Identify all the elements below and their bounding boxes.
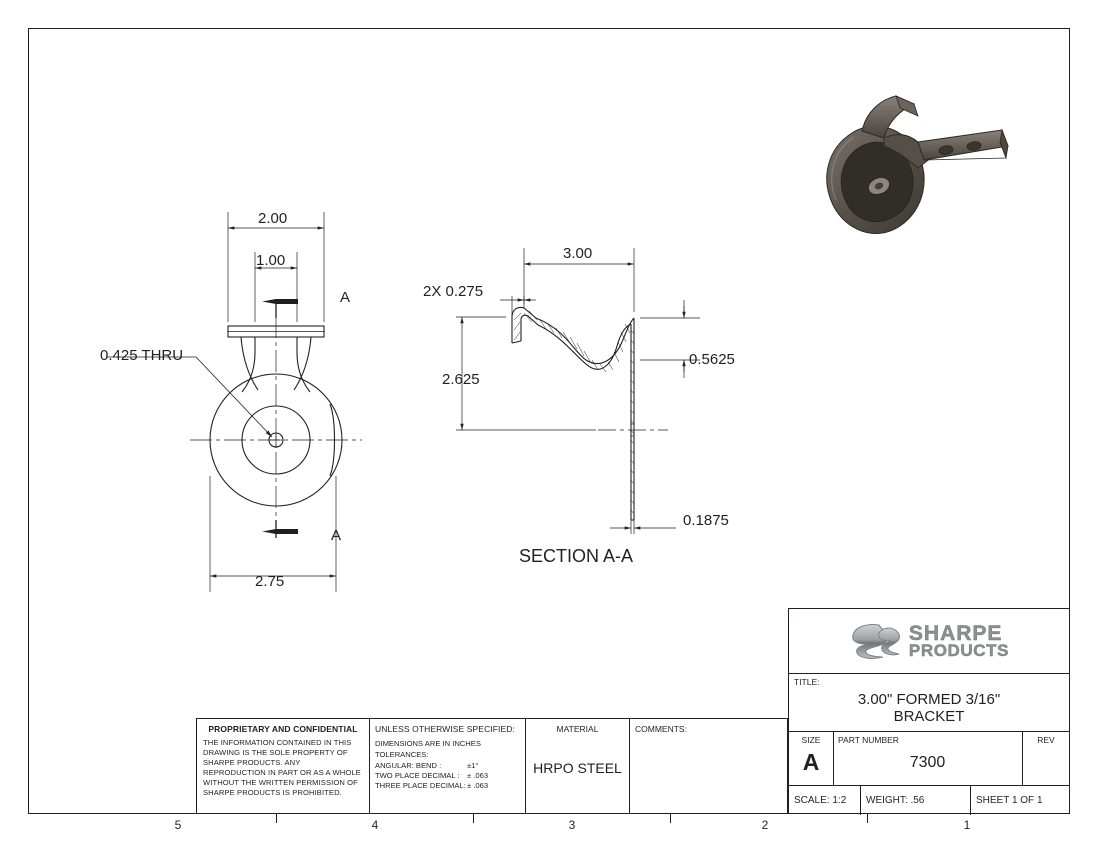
tolerance-value-three-place: ± .063 <box>467 780 489 790</box>
zone-number-4: 4 <box>371 818 379 832</box>
title-block-right <box>788 608 1070 814</box>
proprietary-cell <box>197 719 369 813</box>
section-view-label: SECTION A-A <box>519 546 634 566</box>
scale-weight-sheet-row <box>789 785 1069 815</box>
dimensions-units-line: DIMENSIONS ARE IN INCHES <box>375 739 481 748</box>
zone-tick-2 <box>473 814 474 823</box>
sharpe-logo-icon <box>849 621 901 661</box>
zone-tick-3 <box>670 814 671 823</box>
dim-section-offset: 0.5625 <box>689 351 735 368</box>
zone-number-1: 1 <box>963 818 971 832</box>
section-cut-letter-top: A <box>340 289 351 306</box>
tolerance-row-angular <box>375 761 525 771</box>
tolerances-line: TOLERANCES: <box>375 749 429 759</box>
part-number-label: PART NUMBER <box>838 735 899 745</box>
zone-tick-4 <box>867 814 868 823</box>
unless-specified-heading: UNLESS OTHERWISE SPECIFIED: <box>375 724 515 734</box>
scale-cell: SCALE: 1:2 <box>789 786 861 815</box>
tolerance-label-angular: ANGULAR: BEND : <box>375 760 442 770</box>
dim-front-bottom-width: 2.75 <box>255 573 285 590</box>
rev-value <box>1023 745 1069 748</box>
title-block-left <box>196 718 788 814</box>
iso-model <box>827 96 1008 233</box>
tolerance-row-two-place <box>375 771 525 781</box>
tolerance-row-three-place <box>375 781 525 791</box>
sheet-cell: SHEET 1 OF 1 <box>976 795 1043 806</box>
zone-number-2: 2 <box>761 818 769 832</box>
drawing-title-cell <box>789 673 1069 732</box>
weight-cell: WEIGHT: .56 <box>861 786 971 815</box>
logo-line-1: SHARPE <box>908 621 1003 645</box>
rev-cell <box>1023 732 1069 786</box>
part-number-value: 7300 <box>909 754 946 771</box>
tolerance-value-two-place: ± .063 <box>467 770 489 780</box>
zone-number-5: 5 <box>174 818 182 832</box>
rev-label: REV <box>1037 735 1055 745</box>
comments-value <box>630 734 787 739</box>
unless-specified-cell <box>370 719 525 813</box>
dim-section-2x: 2X 0.275 <box>423 283 484 300</box>
proprietary-body: THE INFORMATION CONTAINED IN THIS DRAWING IS THE SOLE PROPERTY OF SHARPE PRODUCTS. ANY REPRODUCTION IN PART OR AS A WHOLE WITHOUT THE WRITTEN PERMISSION OF SHARPE PRODUCTS IS PROHIBITED. <box>203 738 361 798</box>
part-number-cell <box>833 732 1023 786</box>
dim-section-width: 3.00 <box>563 245 593 262</box>
zone-tick-1 <box>276 814 277 823</box>
section-cut-letter-bottom: A <box>331 527 342 544</box>
tolerance-label-three-place: THREE PLACE DECIMAL: <box>375 780 466 790</box>
proprietary-heading: PROPRIETARY AND CONFIDENTIAL <box>208 724 358 734</box>
company-logo <box>789 609 1069 673</box>
title-line-1: 3.00" FORMED 3/16" <box>857 691 1001 708</box>
tolerance-label-two-place: TWO PLACE DECIMAL : <box>375 770 460 780</box>
dim-section-height: 2.625 <box>442 371 480 388</box>
material-value: HRPO STEEL <box>533 760 622 776</box>
dim-hole-thru-note: 0.425 THRU <box>100 347 184 364</box>
size-cell <box>789 732 834 786</box>
title-label: TITLE: <box>794 677 820 687</box>
comments-heading: COMMENTS: <box>635 724 687 734</box>
material-heading: MATERIAL <box>556 724 599 734</box>
comments-cell <box>630 719 787 813</box>
dim-section-thickness: 0.1875 <box>683 512 729 529</box>
part-number-row <box>789 731 1069 786</box>
logo-line-2: PRODUCTS <box>908 640 1010 660</box>
size-label: SIZE <box>801 735 821 745</box>
title-line-2: BRACKET <box>893 708 965 726</box>
material-cell <box>526 719 629 813</box>
size-value: A <box>802 749 820 775</box>
dim-front-inner-width: 1.00 <box>256 252 286 269</box>
dim-front-top-width: 2.00 <box>258 210 288 227</box>
tolerance-value-angular: ±1° <box>467 760 479 770</box>
zone-number-3: 3 <box>568 818 576 832</box>
